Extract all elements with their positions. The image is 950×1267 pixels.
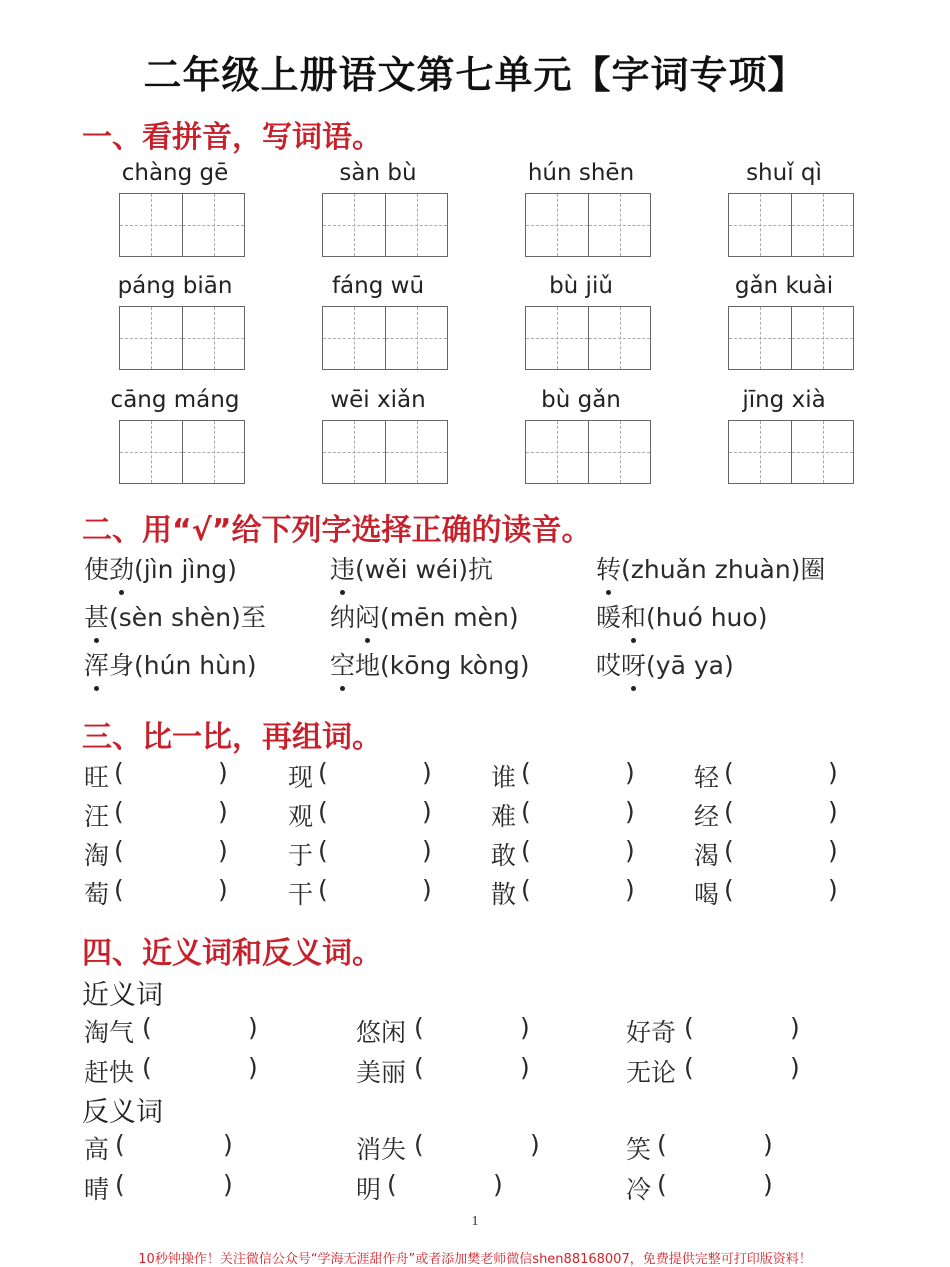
pinyin-label: wēi xiǎn	[330, 387, 426, 413]
open-paren: (	[724, 836, 734, 865]
writing-cell[interactable]	[385, 421, 447, 483]
close-paren: )	[520, 1053, 530, 1082]
open-paren: (	[414, 1053, 424, 1082]
close-paren: )	[248, 1053, 258, 1082]
synonyms-word: 赶快	[84, 1058, 135, 1087]
close-paren: )	[248, 1013, 258, 1042]
open-paren: (	[387, 1170, 397, 1199]
answer-blank[interactable]	[533, 875, 623, 905]
synonym-label: 近义词	[82, 980, 163, 1011]
answer-blank[interactable]	[736, 875, 826, 905]
writing-cell[interactable]	[323, 194, 385, 256]
synonyms-word: 悠闲	[356, 1018, 407, 1047]
answer-blank[interactable]	[428, 1053, 498, 1083]
compare-char: 旺	[84, 763, 110, 792]
writing-cell[interactable]	[791, 421, 853, 483]
footer-note: 10秒钟操作！关注微信公众号“学海无涯甜作舟”或者添加樊老师微信shen88168007，免费提供完整可打印版资料！	[138, 1252, 812, 1267]
answer-blank[interactable]	[330, 797, 420, 827]
answer-blank[interactable]	[533, 797, 623, 827]
open-paren: (	[684, 1053, 694, 1082]
close-paren: )	[625, 836, 635, 865]
reading-item: 暖和(huó huo)	[596, 598, 767, 634]
close-paren: )	[218, 836, 228, 865]
writing-box[interactable]	[728, 420, 854, 484]
writing-cell[interactable]	[182, 307, 244, 369]
open-paren: (	[657, 1170, 667, 1199]
open-paren: (	[142, 1053, 152, 1082]
antonyms-word: 冷	[626, 1175, 652, 1204]
open-paren: (	[724, 797, 734, 826]
writing-box[interactable]	[119, 306, 245, 370]
pinyin-label: páng biān	[117, 273, 233, 299]
open-paren: (	[115, 1130, 125, 1159]
writing-cell[interactable]	[323, 307, 385, 369]
pinyin-label: chàng gē	[121, 160, 229, 186]
close-paren: )	[218, 758, 228, 787]
close-paren: )	[828, 797, 838, 826]
open-paren: (	[142, 1013, 152, 1042]
writing-cell[interactable]	[120, 421, 182, 483]
writing-cell[interactable]	[588, 194, 650, 256]
writing-cell[interactable]	[729, 421, 791, 483]
compare-char: 难	[491, 802, 517, 831]
writing-box[interactable]	[525, 306, 651, 370]
answer-blank[interactable]	[428, 1013, 498, 1043]
writing-cell[interactable]	[120, 194, 182, 256]
answer-blank[interactable]	[671, 1170, 741, 1200]
close-paren: )	[625, 797, 635, 826]
close-paren: )	[218, 797, 228, 826]
compare-char: 经	[694, 802, 720, 831]
answer-blank[interactable]	[698, 1013, 768, 1043]
compare-char: 敢	[491, 841, 517, 870]
reading-item: 哎呀(yā ya)	[596, 646, 734, 682]
open-paren: (	[318, 758, 328, 787]
writing-box[interactable]	[322, 420, 448, 484]
open-paren: (	[114, 836, 124, 865]
writing-box[interactable]	[525, 193, 651, 257]
writing-box[interactable]	[728, 193, 854, 257]
compare-char: 喝	[694, 880, 720, 909]
writing-cell[interactable]	[729, 307, 791, 369]
reading-item: 转(zhuǎn zhuàn)圈	[596, 550, 825, 586]
writing-box[interactable]	[119, 420, 245, 484]
answer-blank[interactable]	[126, 875, 216, 905]
writing-box[interactable]	[322, 193, 448, 257]
answer-blank[interactable]	[736, 758, 826, 788]
antonyms-word: 高	[84, 1135, 110, 1164]
open-paren: (	[414, 1013, 424, 1042]
section-1-heading: 一、看拼音，写词语。	[82, 120, 382, 155]
close-paren: )	[763, 1130, 773, 1159]
compare-char: 汪	[84, 802, 110, 831]
open-paren: (	[724, 875, 734, 904]
answer-blank[interactable]	[156, 1053, 226, 1083]
open-paren: (	[114, 758, 124, 787]
close-paren: )	[422, 875, 432, 904]
close-paren: )	[422, 836, 432, 865]
close-paren: )	[625, 875, 635, 904]
writing-cell[interactable]	[182, 194, 244, 256]
answer-blank[interactable]	[126, 758, 216, 788]
reading-item: 甚(sèn shèn)至	[84, 598, 266, 634]
open-paren: (	[114, 875, 124, 904]
compare-char: 现	[288, 763, 314, 792]
compare-char: 于	[288, 841, 314, 870]
writing-cell[interactable]	[120, 307, 182, 369]
close-paren: )	[422, 797, 432, 826]
antonyms-word: 消失	[356, 1135, 407, 1164]
close-paren: )	[493, 1170, 503, 1199]
pinyin-label: sàn bù	[339, 160, 417, 186]
writing-cell[interactable]	[588, 421, 650, 483]
pinyin-label: gǎn kuài	[734, 273, 834, 299]
open-paren: (	[657, 1130, 667, 1159]
antonym-label: 反义词	[82, 1097, 163, 1128]
section-4-heading: 四、近义词和反义词。	[82, 936, 382, 971]
writing-box[interactable]	[119, 193, 245, 257]
close-paren: )	[763, 1170, 773, 1199]
pinyin-label: hún shēn	[527, 160, 635, 186]
open-paren: (	[521, 836, 531, 865]
reading-item: 浑身(hún hùn)	[84, 646, 257, 682]
close-paren: )	[223, 1130, 233, 1159]
writing-cell[interactable]	[729, 194, 791, 256]
answer-blank[interactable]	[736, 836, 826, 866]
compare-char: 谁	[491, 763, 517, 792]
writing-cell[interactable]	[526, 194, 588, 256]
writing-cell[interactable]	[385, 194, 447, 256]
section-3-heading: 三、比一比，再组词。	[82, 720, 382, 755]
reading-item: 违(wěi wéi)抗	[330, 550, 493, 586]
close-paren: )	[530, 1130, 540, 1159]
writing-cell[interactable]	[526, 307, 588, 369]
writing-cell[interactable]	[182, 421, 244, 483]
open-paren: (	[521, 875, 531, 904]
close-paren: )	[223, 1170, 233, 1199]
pinyin-label: bù gǎn	[541, 387, 621, 413]
writing-box[interactable]	[322, 306, 448, 370]
close-paren: )	[790, 1053, 800, 1082]
close-paren: )	[828, 875, 838, 904]
synonyms-word: 淘气	[84, 1018, 135, 1047]
writing-box[interactable]	[728, 306, 854, 370]
close-paren: )	[520, 1013, 530, 1042]
page-title: 二年级上册语文第七单元【字词专项】	[143, 53, 807, 97]
compare-char: 轻	[694, 763, 720, 792]
compare-char: 淘	[84, 841, 110, 870]
compare-char: 干	[288, 880, 314, 909]
writing-box[interactable]	[525, 420, 651, 484]
pinyin-label: jīng xià	[742, 387, 826, 413]
writing-cell[interactable]	[526, 421, 588, 483]
synonyms-word: 好奇	[626, 1018, 677, 1047]
section-2-heading: 二、用“√”给下列字选择正确的读音。	[82, 513, 592, 548]
compare-char: 散	[491, 880, 517, 909]
answer-blank[interactable]	[533, 758, 623, 788]
close-paren: )	[422, 758, 432, 787]
reading-item: 纳闷(mēn mèn)	[330, 598, 519, 634]
antonyms-word: 笑	[626, 1135, 652, 1164]
close-paren: )	[828, 836, 838, 865]
close-paren: )	[828, 758, 838, 787]
writing-cell[interactable]	[385, 307, 447, 369]
open-paren: (	[684, 1013, 694, 1042]
answer-blank[interactable]	[156, 1013, 226, 1043]
page-number: 1	[471, 1214, 479, 1229]
compare-char: 渴	[694, 841, 720, 870]
writing-cell[interactable]	[323, 421, 385, 483]
reading-item: 使劲(jìn jìng)	[84, 550, 237, 586]
answer-blank[interactable]	[129, 1130, 199, 1160]
pinyin-label: bù jiǔ	[549, 273, 613, 299]
answer-blank[interactable]	[126, 797, 216, 827]
close-paren: )	[218, 875, 228, 904]
open-paren: (	[318, 797, 328, 826]
open-paren: (	[318, 875, 328, 904]
close-paren: )	[625, 758, 635, 787]
answer-blank[interactable]	[428, 1130, 498, 1160]
answer-blank[interactable]	[698, 1053, 768, 1083]
answer-blank[interactable]	[129, 1170, 199, 1200]
pinyin-label: shuǐ qì	[746, 160, 822, 186]
antonyms-word: 晴	[84, 1175, 110, 1204]
writing-cell[interactable]	[791, 194, 853, 256]
open-paren: (	[521, 758, 531, 787]
pinyin-label: fáng wū	[331, 273, 425, 299]
answer-blank[interactable]	[330, 758, 420, 788]
answer-blank[interactable]	[401, 1170, 471, 1200]
pinyin-label: cāng máng	[110, 387, 240, 413]
open-paren: (	[115, 1170, 125, 1199]
reading-item: 空地(kōng kòng)	[330, 646, 530, 682]
open-paren: (	[521, 797, 531, 826]
antonyms-word: 明	[356, 1175, 382, 1204]
open-paren: (	[724, 758, 734, 787]
open-paren: (	[114, 797, 124, 826]
answer-blank[interactable]	[126, 836, 216, 866]
answer-blank[interactable]	[330, 836, 420, 866]
compare-char: 萄	[84, 880, 110, 909]
synonyms-word: 无论	[626, 1058, 677, 1087]
close-paren: )	[790, 1013, 800, 1042]
answer-blank[interactable]	[671, 1130, 741, 1160]
writing-cell[interactable]	[791, 307, 853, 369]
open-paren: (	[318, 836, 328, 865]
answer-blank[interactable]	[533, 836, 623, 866]
answer-blank[interactable]	[330, 875, 420, 905]
answer-blank[interactable]	[736, 797, 826, 827]
writing-cell[interactable]	[588, 307, 650, 369]
synonyms-word: 美丽	[356, 1058, 407, 1087]
open-paren: (	[414, 1130, 424, 1159]
compare-char: 观	[288, 802, 314, 831]
